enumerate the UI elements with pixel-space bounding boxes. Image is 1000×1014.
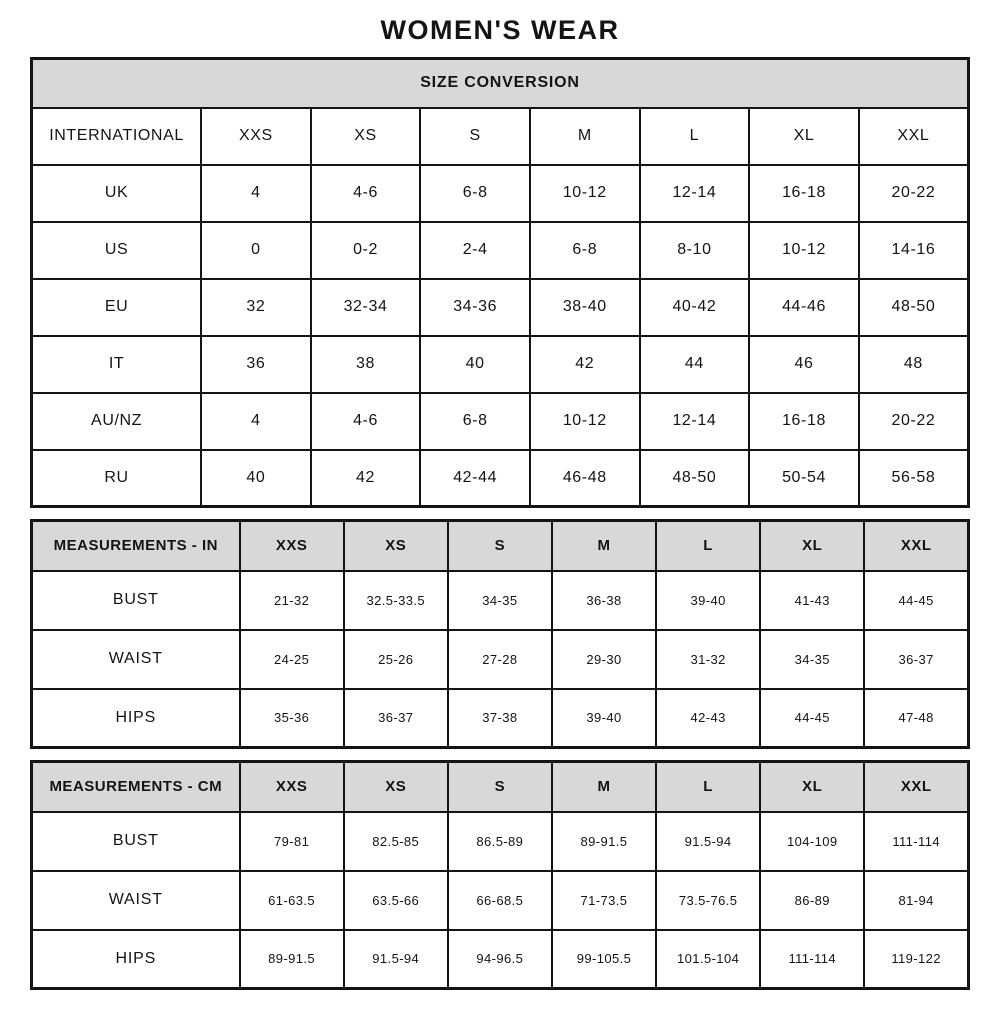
value-cell: 25-26 — [344, 630, 448, 689]
size-conversion-title: SIZE CONVERSION — [32, 59, 969, 108]
value-cell: 119-122 — [864, 930, 968, 989]
column-header-xxl: XXL — [859, 108, 969, 165]
row-label: IT — [32, 336, 202, 393]
column-header-xl: XL — [749, 108, 859, 165]
value-cell: 6-8 — [530, 222, 640, 279]
size-conversion-banner-row — [32, 59, 969, 108]
column-header-xxs: XXS — [240, 762, 344, 812]
row-label: AU/NZ — [32, 393, 202, 450]
table-row — [32, 393, 969, 450]
value-cell: 44 — [640, 336, 750, 393]
column-header-s: S — [448, 521, 552, 571]
value-cell: 91.5-94 — [656, 812, 760, 871]
value-cell: 0-2 — [311, 222, 421, 279]
column-header-xs: XS — [344, 521, 448, 571]
measurements-cm-title: MEASUREMENTS - CM — [32, 762, 240, 812]
value-cell: 86-89 — [760, 871, 864, 930]
value-cell: 46 — [749, 336, 859, 393]
value-cell: 99-105.5 — [552, 930, 656, 989]
column-header-s: S — [448, 762, 552, 812]
value-cell: 94-96.5 — [448, 930, 552, 989]
value-cell: 36-37 — [864, 630, 968, 689]
column-header-m: M — [552, 762, 656, 812]
measurements-cm-header-row — [32, 762, 969, 812]
value-cell: 10-12 — [749, 222, 859, 279]
column-header-xxs: XXS — [240, 521, 344, 571]
value-cell: 21-32 — [240, 571, 344, 630]
value-cell: 16-18 — [749, 165, 859, 222]
value-cell: 4-6 — [311, 393, 421, 450]
table-row — [32, 222, 969, 279]
column-header-m: M — [530, 108, 640, 165]
value-cell: 91.5-94 — [344, 930, 448, 989]
value-cell: 40 — [420, 336, 530, 393]
value-cell: 81-94 — [864, 871, 968, 930]
row-label: BUST — [32, 571, 240, 630]
measurements-in-title: MEASUREMENTS - IN — [32, 521, 240, 571]
row-label: HIPS — [32, 689, 240, 748]
value-cell: 31-32 — [656, 630, 760, 689]
value-cell: 42 — [530, 336, 640, 393]
value-cell: 32-34 — [311, 279, 421, 336]
value-cell: 48-50 — [859, 279, 969, 336]
table-row — [32, 930, 969, 989]
value-cell: 101.5-104 — [656, 930, 760, 989]
value-cell: 47-48 — [864, 689, 968, 748]
page-title: WOMEN'S WEAR — [380, 15, 620, 45]
value-cell: 12-14 — [640, 393, 750, 450]
row-label: US — [32, 222, 202, 279]
value-cell: 32.5-33.5 — [344, 571, 448, 630]
value-cell: 46-48 — [530, 450, 640, 507]
row-label: WAIST — [32, 630, 240, 689]
size-conversion-column-header-row — [32, 108, 969, 165]
value-cell: 10-12 — [530, 165, 640, 222]
table-row — [32, 812, 969, 871]
size-chart-page — [0, 14, 1000, 990]
column-header-xl: XL — [760, 521, 864, 571]
column-header-xxs: XXS — [201, 108, 311, 165]
column-header-l: L — [640, 108, 750, 165]
measurements-in-table — [30, 519, 970, 749]
column-header-l: L — [656, 762, 760, 812]
column-header-xl: XL — [760, 762, 864, 812]
value-cell: 61-63.5 — [240, 871, 344, 930]
value-cell: 36-38 — [552, 571, 656, 630]
value-cell: 89-91.5 — [552, 812, 656, 871]
value-cell: 24-25 — [240, 630, 344, 689]
value-cell: 48 — [859, 336, 969, 393]
table-row — [32, 630, 969, 689]
value-cell: 12-14 — [640, 165, 750, 222]
table-row — [32, 165, 969, 222]
value-cell: 42 — [311, 450, 421, 507]
value-cell: 79-81 — [240, 812, 344, 871]
value-cell: 50-54 — [749, 450, 859, 507]
value-cell: 32 — [201, 279, 311, 336]
value-cell: 16-18 — [749, 393, 859, 450]
value-cell: 34-36 — [420, 279, 530, 336]
size-conversion-table — [30, 57, 970, 508]
value-cell: 40 — [201, 450, 311, 507]
table-row — [32, 689, 969, 748]
table-row — [32, 336, 969, 393]
value-cell: 39-40 — [552, 689, 656, 748]
value-cell: 14-16 — [859, 222, 969, 279]
value-cell: 4 — [201, 165, 311, 222]
row-label: EU — [32, 279, 202, 336]
value-cell: 2-4 — [420, 222, 530, 279]
table-row — [32, 279, 969, 336]
value-cell: 82.5-85 — [344, 812, 448, 871]
value-cell: 4-6 — [311, 165, 421, 222]
value-cell: 42-44 — [420, 450, 530, 507]
value-cell: 111-114 — [864, 812, 968, 871]
value-cell: 104-109 — [760, 812, 864, 871]
value-cell: 44-45 — [864, 571, 968, 630]
value-cell: 34-35 — [760, 630, 864, 689]
value-cell: 111-114 — [760, 930, 864, 989]
value-cell: 39-40 — [656, 571, 760, 630]
value-cell: 44-45 — [760, 689, 864, 748]
value-cell: 0 — [201, 222, 311, 279]
value-cell: 27-28 — [448, 630, 552, 689]
column-header-s: S — [420, 108, 530, 165]
value-cell: 42-43 — [656, 689, 760, 748]
value-cell: 63.5-66 — [344, 871, 448, 930]
row-label: HIPS — [32, 930, 240, 989]
value-cell: 71-73.5 — [552, 871, 656, 930]
value-cell: 38 — [311, 336, 421, 393]
row-label: WAIST — [32, 871, 240, 930]
value-cell: 36 — [201, 336, 311, 393]
value-cell: 66-68.5 — [448, 871, 552, 930]
value-cell: 6-8 — [420, 165, 530, 222]
value-cell: 29-30 — [552, 630, 656, 689]
value-cell: 48-50 — [640, 450, 750, 507]
value-cell: 37-38 — [448, 689, 552, 748]
column-header-xxl: XXL — [864, 762, 968, 812]
table-row — [32, 450, 969, 507]
value-cell: 40-42 — [640, 279, 750, 336]
value-cell: 41-43 — [760, 571, 864, 630]
value-cell: 86.5-89 — [448, 812, 552, 871]
value-cell: 36-37 — [344, 689, 448, 748]
value-cell: 20-22 — [859, 393, 969, 450]
measurements-in-header-row — [32, 521, 969, 571]
row-label: RU — [32, 450, 202, 507]
value-cell: 73.5-76.5 — [656, 871, 760, 930]
column-header-m: M — [552, 521, 656, 571]
column-header-international: INTERNATIONAL — [32, 108, 202, 165]
row-label: UK — [32, 165, 202, 222]
value-cell: 56-58 — [859, 450, 969, 507]
row-label: BUST — [32, 812, 240, 871]
column-header-xxl: XXL — [864, 521, 968, 571]
value-cell: 35-36 — [240, 689, 344, 748]
table-row — [32, 571, 969, 630]
column-header-xs: XS — [311, 108, 421, 165]
value-cell: 6-8 — [420, 393, 530, 450]
value-cell: 10-12 — [530, 393, 640, 450]
column-header-l: L — [656, 521, 760, 571]
value-cell: 44-46 — [749, 279, 859, 336]
value-cell: 8-10 — [640, 222, 750, 279]
value-cell: 4 — [201, 393, 311, 450]
column-header-xs: XS — [344, 762, 448, 812]
value-cell: 38-40 — [530, 279, 640, 336]
value-cell: 89-91.5 — [240, 930, 344, 989]
value-cell: 20-22 — [859, 165, 969, 222]
measurements-cm-table — [30, 760, 970, 990]
value-cell: 34-35 — [448, 571, 552, 630]
table-row — [32, 871, 969, 930]
